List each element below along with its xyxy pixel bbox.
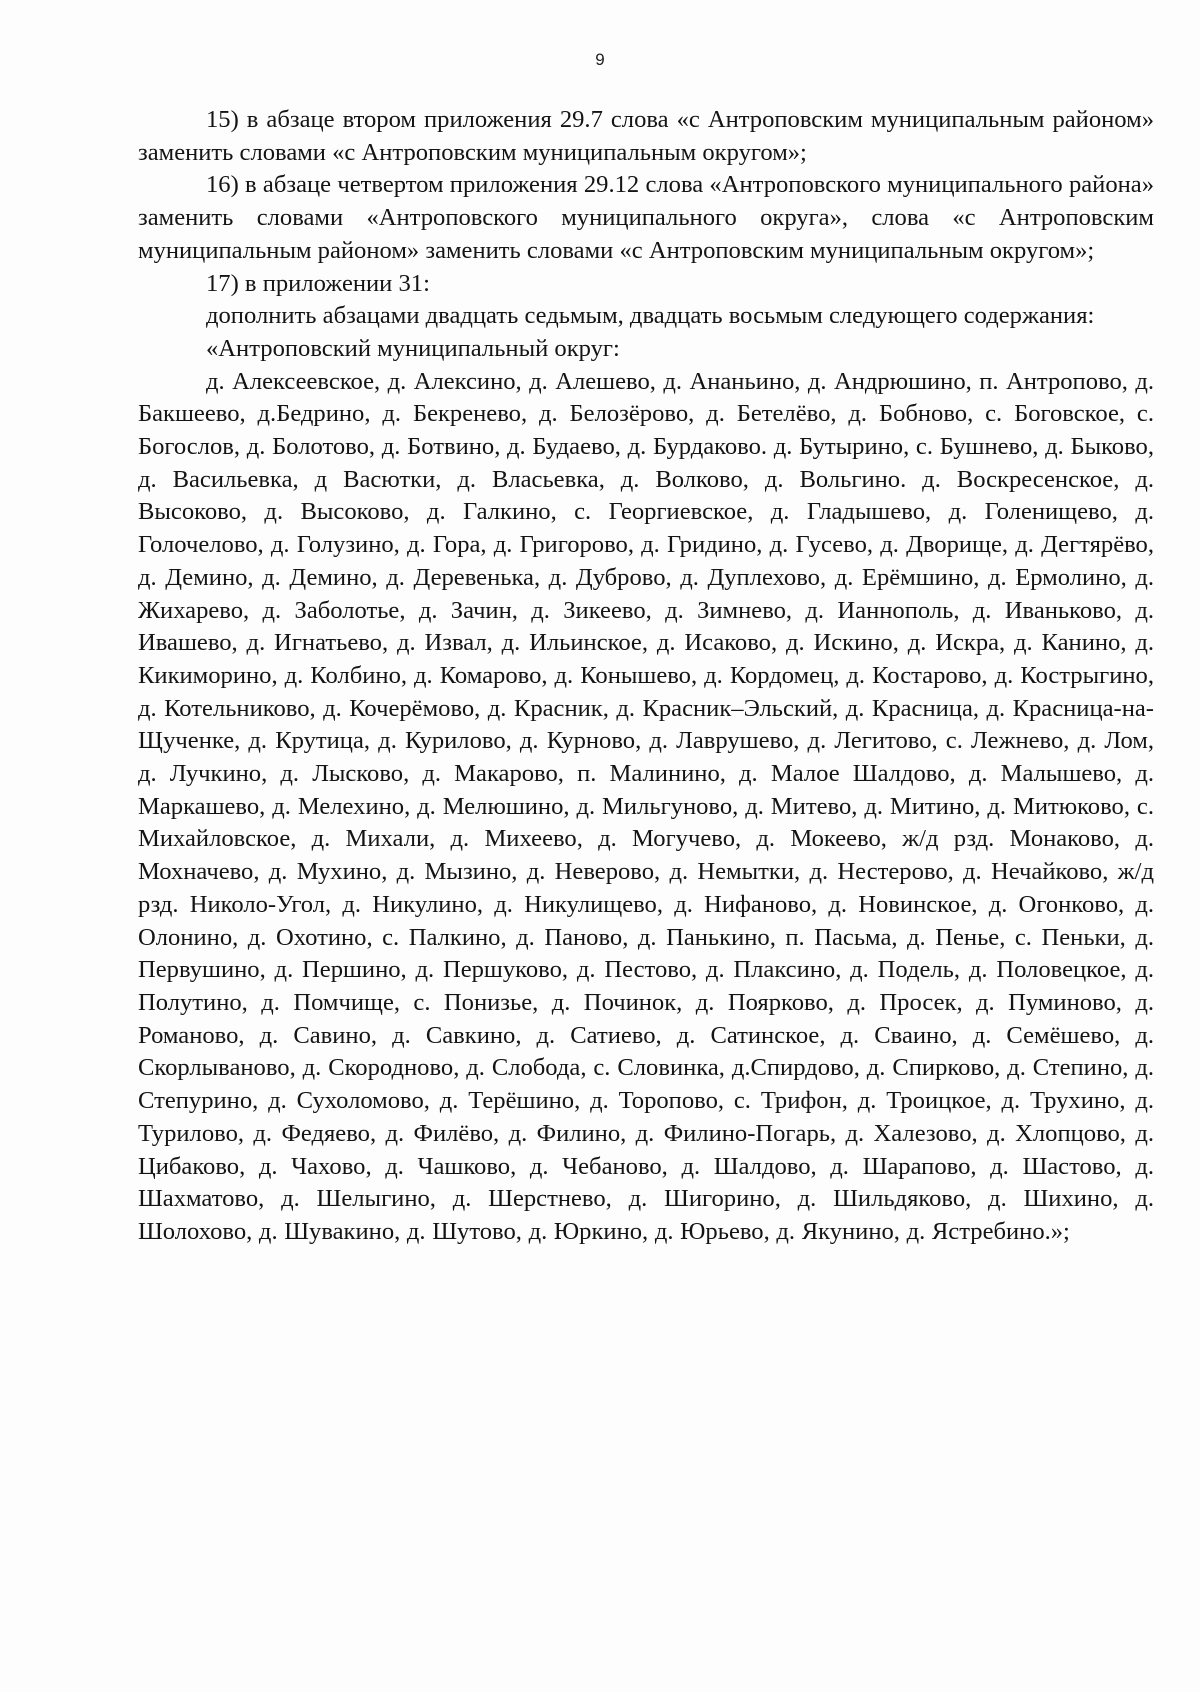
page-number: 9 — [595, 50, 605, 69]
document-body — [138, 104, 1154, 1249]
paragraph-settlement-list: д. Алексеевское, д. Алексино, д. Алешево, д. Ананьино, д. Андрюшино, п. Антропово, д. Бакшеево, д.Бедрино, д. Бекренево, д. Белозёрово, д. Бетелёво, д. Бобново, с. Боговское, с. Богослов, д. Болотово, д. Ботвино, д. Будаево, д. Бурдаково. д. Бутырино, с. Бушнево, д. Быково, д. Васильевка, д Васютки, д. Власьевка, д. Волково, д. Вольгино. д. Воскресенское, д. Высоково, д. Высоково, д. Галкино, с. Георгиевское, д. Гладышево, д. Голенищево, д. Голочелово, д. Голузино, д. Гора, д. Григорово, д. Гридино, д. Гусево, д. Дворище, д. Дегтярёво, д. Демино, д. Демино, д. Деревенька, д. Дуброво, д. Дуплехово, д. Ерёмшино, д. Ермолино, д. Жихарево, д. Заболотье, д. Зачин, д. Зикеево, д. Зимнево, д. Ианнополь, д. Иваньково, д. Ивашево, д. Игнатьево, д. Извал, д. Ильинское, д. Исаково, д. Искино, д. Искра, д. Канино, д. Кикиморино, д. Колбино, д. Комарово, д. Конышево, д. Кордомец, д. Костарово, д. Кострыгино, д. Котельниково, д. Кочерёмово, д. Красник, д. Красник–Эльский, д. Красница, д. Красница-на-Щученке, д. Крутица, д. Курилово, д. Курново, д. Лаврушево, д. Легитово, с. Лежнево, д. Лом, д. Лучкино, д. Лысково, д. Макарово, п. Малинино, д. Малое Шалдово, д. Малышево, д. Маркашево, д. Мелехино, д. Мелюшино, д. Мильгуново, д. Митево, д. Митино, д. Митюково, с. Михайловское, д. Михали, д. Михеево, д. Могучево, д. Мокеево, ж/д рзд. Монаково, д. Мохначево, д. Мухино, д. Мызино, д. Неверово, д. Немытки, д. Нестерово, д. Нечайково, ж/д рзд. Николо-Угол, д. Никулино, д. Никулищево, д. Нифаново, д. Новинское, д. Огонково, д. Олонино, д. Охотино, с. Палкино, д. Паново, д. Панькино, п. Пасьма, д. Пенье, с. Пеньки, д. Первушино, д. Першино, д. Першуково, д. Пестово, д. Плаксино, д. Подель, д. Половецкое, д. Полутино, д. Помчище, с. Понизье, д. Починок, д. Поярково, д. Просек, д. Пуминово, д. Романово, д. Савино, д. Савкино, д. Сатиево, д. Сатинское, д. Сваино, д. Семёшево, д. Скорлываново, д. Скородново, д. Слобода, с. Словинка, д.Спирдово, д. Спирково, д. Степино, д. Степурино, д. Сухоломово, д. Терёшино, д. Торопово, с. Трифон, д. Троицкое, д. Трухино, д. Турилово, д. Федяево, д. Филёво, д. Филино, д. Филино-Погарь, д. Халезово, д. Хлопцово, д. Цибаково, д. Чахово, д. Чашково, д. Чебаново, д. Шалдово, д. Шарапово, д. Шастово, д. Шахматово, д. Шелыгино, д. Шерстнево, д. Шигорино, д. Шильдяково, д. Шихино, д. Шолохово, д. Шувакино, д. Шутово, д. Юркино, д. Юрьево, д. Якунино, д. Ястребино.»; — [138, 367, 1154, 1245]
paragraph-addition-instruction: дополнить абзацами двадцать седьмым, двадцать восьмым следующего содержания: — [206, 302, 1095, 330]
paragraph-item-17: 17) в приложении 31: — [206, 269, 430, 297]
paragraph-district-heading: «Антроповский муниципальный округ: — [206, 334, 620, 362]
paragraph-item-15: 15) в абзаце втором приложения 29.7 слова «с Антроповским муниципальным районом» заменить словами «с Антроповским муниципальным округом»; — [138, 106, 1154, 166]
paragraph-item-16: 16) в абзаце четвертом приложения 29.12 слова «Антроповского муниципального района» заменить словами «Антроповского муниципального округа», слова «с Антроповским муниципальным районом» заменить словами «с Антроповским муниципальным округом»; — [138, 171, 1154, 264]
